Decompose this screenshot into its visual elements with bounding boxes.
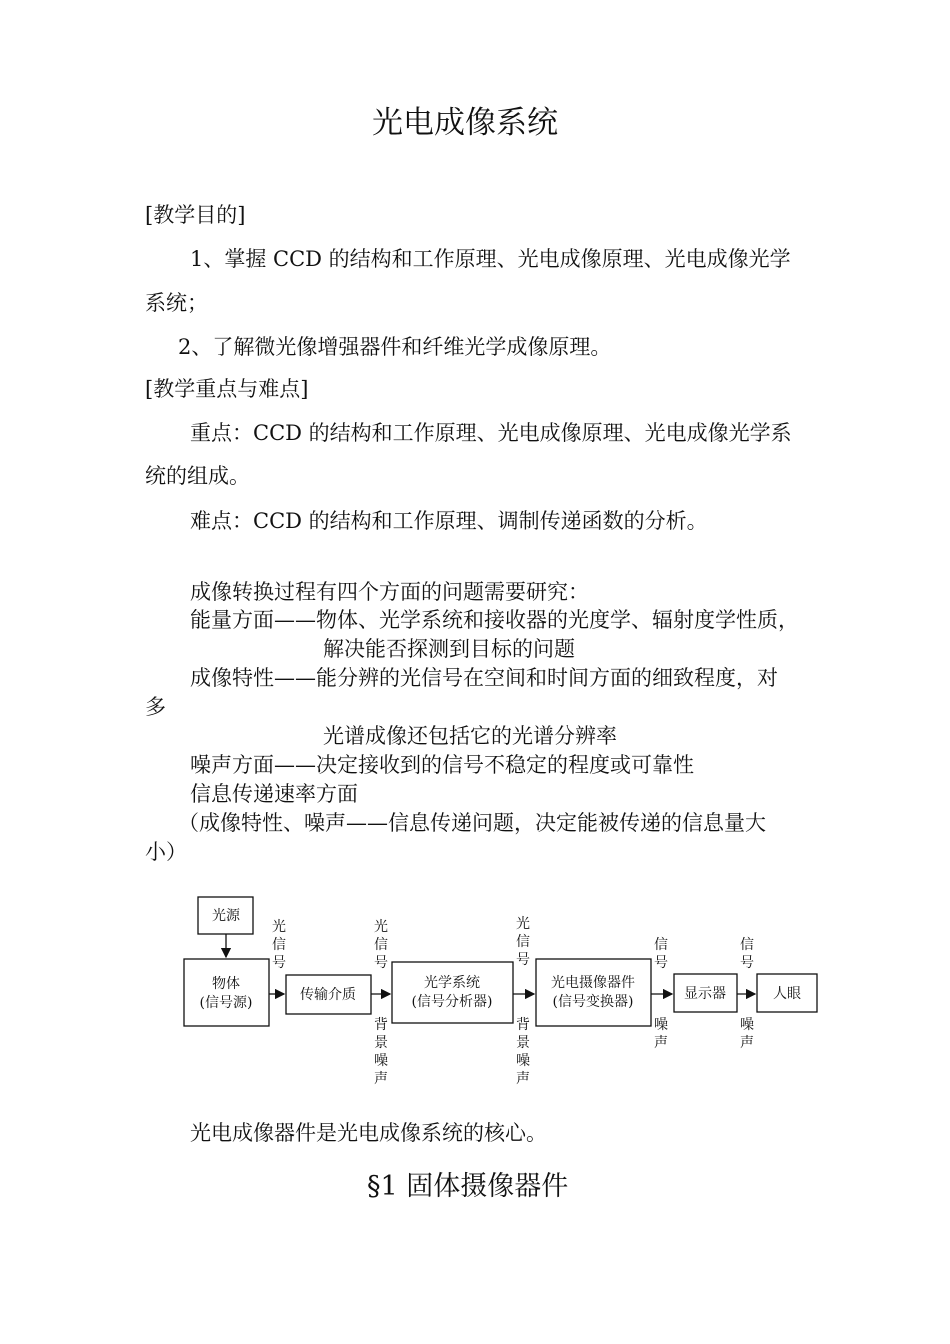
difficult-points: 难点：CCD 的结构和工作原理、调制传递函数的分析。 xyxy=(190,509,708,533)
medium-label: 传输介质 xyxy=(300,987,356,1003)
issues-note-line-2: 小） xyxy=(145,840,187,864)
rate-issue: 信息传递速率方面 xyxy=(190,782,358,806)
eye-label: 人眼 xyxy=(773,986,801,1002)
section-heading: §1 固体摄像器件 xyxy=(367,1171,569,1202)
bg-noise-2-char: 噪 xyxy=(516,1053,530,1069)
key-points-line-1: 重点：CCD 的结构和工作原理、光电成像原理、光电成像光学系 xyxy=(190,421,792,445)
bg-noise-1-char: 景 xyxy=(374,1035,388,1051)
light-signal-1-char: 信 xyxy=(272,937,286,953)
noise-issue: 噪声方面——决定接收到的信号不稳定的程度或可靠性 xyxy=(190,753,694,777)
issues-intro: 成像转换过程有四个方面的问题需要研究： xyxy=(190,580,589,604)
bg-noise-1-char: 噪 xyxy=(374,1053,388,1069)
core-statement: 光电成像器件是光电成像系统的核心。 xyxy=(190,1121,547,1145)
aim-item-1-line-2: 系统； xyxy=(145,291,208,315)
noise-1-char: 声 xyxy=(654,1035,668,1051)
bg-noise-2-char: 景 xyxy=(516,1035,530,1051)
light-signal-1-char: 光 xyxy=(272,919,286,935)
light-signal-1-char: 号 xyxy=(272,955,286,971)
imaging-line-3: 光谱成像还包括它的光谱分辨率 xyxy=(323,724,617,748)
display-label: 显示器 xyxy=(684,986,726,1002)
key-points-line-2: 统的组成。 xyxy=(145,464,250,488)
bg-noise-2-char: 背 xyxy=(516,1017,530,1033)
object-label: 物体 xyxy=(212,976,240,992)
imaging-line-1: 成像特性——能分辨的光信号在空间和时间方面的细致程度，对 xyxy=(190,666,778,690)
device-sub-label: (信号变换器) xyxy=(552,994,634,1010)
signal-1-char: 信 xyxy=(654,937,668,953)
device-box xyxy=(536,959,651,1026)
energy-line-1: 能量方面——物体、光学系统和接收器的光度学、辐射度学性质， xyxy=(190,608,799,632)
signal-1-char: 号 xyxy=(654,955,668,971)
signal-2-char: 信 xyxy=(740,937,754,953)
bg-noise-2-char: 声 xyxy=(516,1071,530,1087)
bg-noise-1-char: 声 xyxy=(374,1071,388,1087)
light-signal-3-char: 信 xyxy=(516,934,530,950)
aim-item-2: 2、了解微光像增强器件和纤维光学成像原理。 xyxy=(178,335,612,359)
bg-noise-1-char: 背 xyxy=(374,1017,388,1033)
noise-1-char: 噪 xyxy=(654,1017,668,1033)
optics-sub-label: (信号分析器) xyxy=(411,994,493,1010)
imaging-line-2: 多 xyxy=(145,695,166,719)
light-signal-2-char: 光 xyxy=(374,919,388,935)
energy-line-2: 解决能否探测到目标的问题 xyxy=(323,637,575,661)
light-source-box xyxy=(198,897,253,934)
page-title: 光电成像系统 xyxy=(372,105,558,141)
signal-2-char: 号 xyxy=(740,955,754,971)
issues-note-line-1: （成像特性、噪声——信息传递问题，决定能被传递的信息量大 xyxy=(178,811,766,835)
optics-box xyxy=(392,962,513,1023)
device-label: 光电摄像器件 xyxy=(551,975,635,991)
noise-2-char: 声 xyxy=(740,1035,754,1051)
light-signal-2-char: 信 xyxy=(374,937,388,953)
light-source-label: 光源 xyxy=(212,908,240,924)
noise-2-char: 噪 xyxy=(740,1017,754,1033)
medium-box xyxy=(286,975,371,1014)
focus-heading: [教学重点与难点] xyxy=(145,377,309,401)
light-signal-2-char: 号 xyxy=(374,955,388,971)
eye-box xyxy=(757,974,817,1012)
aim-item-1-line-1: 1、掌握 CCD 的结构和工作原理、光电成像原理、光电成像光学 xyxy=(190,247,791,271)
light-signal-3-char: 光 xyxy=(516,916,530,932)
optics-label: 光学系统 xyxy=(424,975,480,991)
object-sub-label: (信号源) xyxy=(199,995,253,1011)
light-signal-3-char: 号 xyxy=(516,952,530,968)
aims-heading: [教学目的] xyxy=(145,203,246,227)
display-box xyxy=(674,974,737,1012)
object-box xyxy=(184,959,269,1026)
